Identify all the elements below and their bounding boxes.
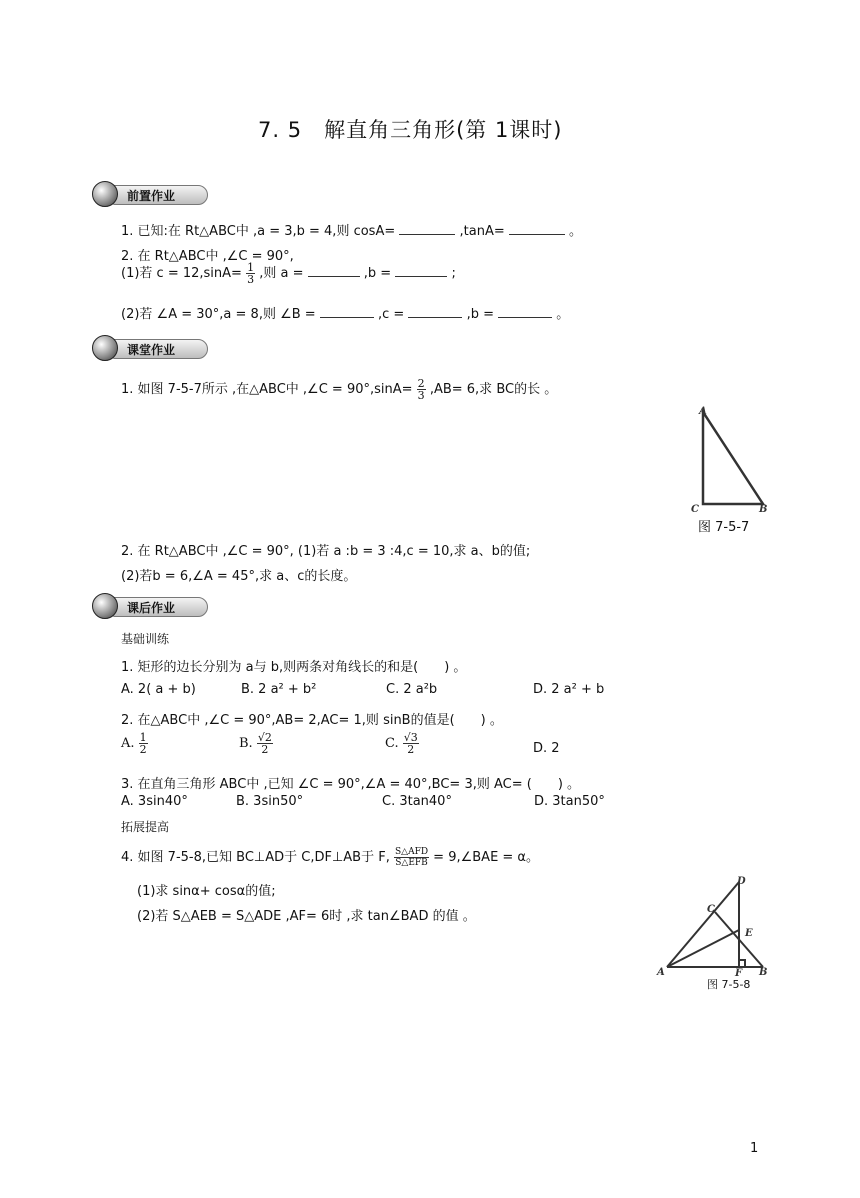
vertex-label-d: D (737, 876, 746, 887)
option-a: A. 3sin40° (121, 794, 188, 809)
pre-question-2: 2. 在 Rt△ABC中 ,∠C = 90°, (121, 249, 294, 264)
vertex-label-c: C (691, 504, 699, 515)
vertex-label-b: B (759, 967, 768, 978)
answer-blank (498, 305, 552, 318)
section-label: 课堂作业 (127, 343, 176, 357)
option-b: B. 2 a² + b² (241, 682, 317, 697)
vertex-label-e: E (745, 928, 753, 939)
option-c: C. 3tan40° (382, 794, 452, 809)
option-a: A. $\frac{1}{2}$ (121, 731, 147, 756)
section-label: 课后作业 (127, 601, 176, 615)
fraction: $\frac{2}{3}$ (417, 377, 425, 402)
pre-question-1: 1. 已知:在 Rt△ABC中 ,a = 3,b = 4,则 cosA= ,tanA= 。 (121, 224, 583, 239)
figure-7-5-7 (685, 402, 775, 516)
vertex-label-b: B (759, 504, 768, 515)
section-banner-pre (92, 181, 208, 207)
option-c: C. 2 a²b (386, 682, 438, 697)
figure-caption: 图 7-5-8 (707, 978, 751, 991)
figure-7-5-8 (655, 872, 775, 978)
banner-emblem-icon (92, 181, 118, 207)
vertex-label-a: A (699, 406, 707, 417)
option-d: D. 2 (533, 741, 560, 756)
after-question-4: 4. 如图 7-5-8,已知 BC⊥AD于 C,DF⊥AB于 F, $\frac{\text{S△AFD}}{\text{S△EFB}}$ = 9,∠BAE = α。 (121, 847, 540, 868)
option-c: C. $\frac{√3}{2}$ (385, 731, 418, 756)
answer-blank (408, 305, 462, 318)
pre-question-2-part-2: (2)若 ∠A = 30°,a = 8,则 ∠B = ,c = ,b = 。 (121, 307, 570, 322)
vertex-label-f: F (735, 968, 743, 978)
banner-emblem-icon (92, 593, 118, 619)
answer-blank (395, 264, 447, 277)
vertex-label-c: C (707, 904, 715, 915)
class-question-2-part-2: (2)若b = 6,∠A = 45°,求 a、c的长度。 (121, 569, 357, 584)
after-question-2: 2. 在△ABC中 ,∠C = 90°,AB= 2,AC= 1,则 sinB的值是( ) 。 (121, 713, 503, 728)
section-banner-class (92, 335, 208, 361)
option-b: B. 3sin50° (236, 794, 304, 809)
after-question-4-part-2: (2)若 S△AEB = S△ADE ,AF= 6时 ,求 tan∠BAD 的值 。 (137, 909, 476, 924)
option-d: D. 2 a² + b (533, 682, 605, 697)
option-a: A. 2( a + b) (121, 682, 196, 697)
page-title: 7. 5 解直角三角形(第 1课时) (258, 118, 563, 142)
vertex-label-a: A (657, 967, 665, 978)
fraction: $\frac{\text{S△AFD}}{\text{S△EFB}}$ (394, 847, 429, 868)
after-question-3: 3. 在直角三角形 ABC中 ,已知 ∠C = 90°,∠A = 40°,BC= 3,则 AC= ( ) 。 (121, 777, 581, 792)
figure-caption: 图 7-5-7 (698, 520, 750, 535)
answer-blank (509, 222, 565, 235)
section-label: 前置作业 (127, 189, 176, 203)
class-question-1: 1. 如图 7-5-7所示 ,在△ABC中 ,∠C = 90°,sinA= $\frac{2}{3}$ ,AB= 6,求 BC的长 。 (121, 377, 558, 402)
option-d: D. 3tan50° (534, 794, 605, 809)
subheading-basic: 基础训练 (121, 632, 170, 646)
after-question-1: 1. 矩形的边长分别为 a与 b,则两条对角线长的和是( ) 。 (121, 660, 467, 675)
page-number: 1 (750, 1141, 759, 1156)
section-banner-after (92, 593, 208, 619)
answer-blank (320, 305, 374, 318)
after-question-4-part-1: (1)求 sinα+ cosα的值; (137, 884, 276, 899)
fraction: $\frac{1}{3}$ (247, 261, 255, 286)
subheading-extend: 拓展提高 (121, 820, 170, 834)
pre-question-2-part-1: (1)若 c = 12,sinA= $\frac{1}{3}$ ,则 a = ,b = ; (121, 261, 456, 286)
answer-blank (399, 222, 455, 235)
answer-blank (308, 264, 360, 277)
banner-emblem-icon (92, 335, 118, 361)
option-b: B. $\frac{√2}{2}$ (239, 731, 272, 756)
class-question-2: 2. 在 Rt△ABC中 ,∠C = 90°, (1)若 a :b = 3 :4,c = 10,求 a、b的值; (121, 544, 531, 559)
